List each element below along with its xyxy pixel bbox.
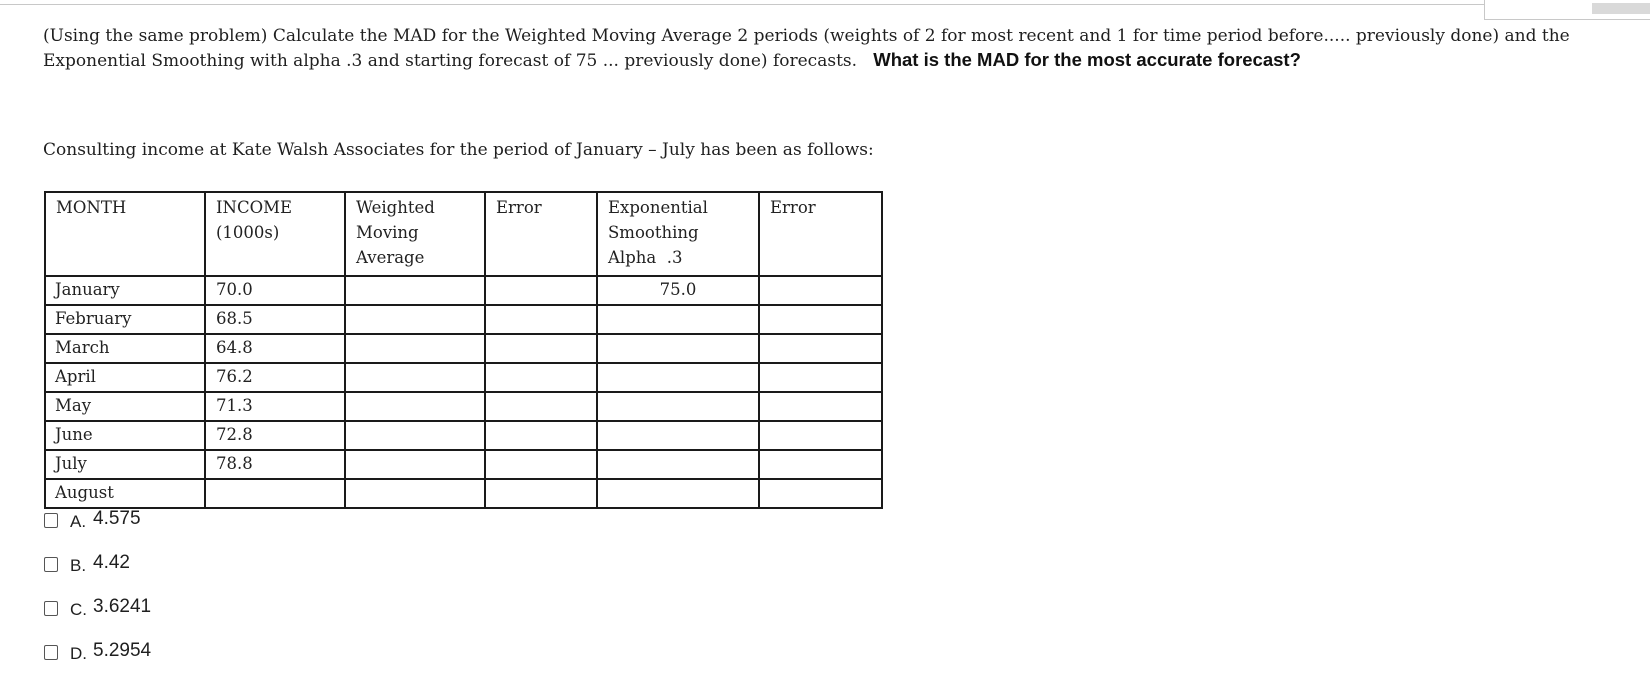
- option-a-checkbox[interactable]: [44, 513, 58, 528]
- cell-es: [597, 305, 759, 334]
- cell-month: May: [45, 392, 205, 421]
- cell-error-es: [759, 479, 882, 508]
- cell-error-es: [759, 305, 882, 334]
- cell-error-wma: [485, 334, 597, 363]
- cell-income: 72.8: [205, 421, 345, 450]
- header-exponential-smoothing: Exponential Smoothing Alpha .3: [597, 192, 759, 276]
- option-b-checkbox[interactable]: [44, 557, 58, 572]
- cell-es: [597, 392, 759, 421]
- cell-month: April: [45, 363, 205, 392]
- cell-error-wma: [485, 363, 597, 392]
- question-text: [43, 24, 1643, 73]
- cell-income: 76.2: [205, 363, 345, 392]
- option-d-value: 5.2954: [93, 640, 152, 661]
- table-row: [45, 479, 882, 508]
- cell-es: [597, 421, 759, 450]
- header-weighted-moving-average: Weighted Moving Average: [345, 192, 485, 276]
- cell-error-wma: [485, 276, 597, 305]
- cell-wma: [345, 334, 485, 363]
- cell-error-wma: [485, 305, 597, 334]
- table-row: [45, 305, 882, 334]
- cell-error-wma: [485, 479, 597, 508]
- cell-income: 70.0: [205, 276, 345, 305]
- cell-wma: [345, 450, 485, 479]
- cell-income: 64.8: [205, 334, 345, 363]
- income-table: [44, 191, 883, 509]
- cell-error-wma: [485, 450, 597, 479]
- question-line-2: Exponential Smoothing with alpha .3 and starting forecast of 75 ... previously done) forecasts.: [43, 51, 858, 71]
- cell-income: 71.3: [205, 392, 345, 421]
- option-d-letter: D.: [70, 644, 87, 663]
- cell-wma: [345, 392, 485, 421]
- cell-error-es: [759, 363, 882, 392]
- table-row: [45, 421, 882, 450]
- question-emphasis: What is the MAD for the most accurate forecast?: [873, 49, 1301, 70]
- cell-es: [597, 479, 759, 508]
- cell-error-es: [759, 450, 882, 479]
- top-divider: [0, 4, 1484, 5]
- cell-month: June: [45, 421, 205, 450]
- cell-error-es: [759, 392, 882, 421]
- cell-wma: [345, 421, 485, 450]
- cell-month: February: [45, 305, 205, 334]
- table-row: [45, 334, 882, 363]
- question-line-1: (Using the same problem) Calculate the MAD for the Weighted Moving Average 2 periods (weights of 2 for most recent and 1 for time period before..... previously done) and the: [43, 26, 1570, 46]
- cell-income: 68.5: [205, 305, 345, 334]
- header-month: MONTH: [45, 192, 205, 276]
- cell-error-es: [759, 334, 882, 363]
- option-d-checkbox[interactable]: [44, 645, 58, 660]
- table-row: [45, 450, 882, 479]
- option-c-letter: C.: [70, 600, 87, 619]
- cell-error-es: [759, 421, 882, 450]
- cell-month: March: [45, 334, 205, 363]
- cell-month: August: [45, 479, 205, 508]
- table-row: [45, 363, 882, 392]
- cell-month: January: [45, 276, 205, 305]
- header-error-wma: Error: [485, 192, 597, 276]
- intro-text: Consulting income at Kate Walsh Associates for the period of January – July has been as follows:: [43, 140, 874, 160]
- top-right-scroll-tab: [1592, 3, 1650, 14]
- cell-error-wma: [485, 421, 597, 450]
- option-b-value: 4.42: [93, 552, 130, 573]
- option-a-letter: A.: [70, 512, 87, 531]
- option-c-value: 3.6241: [93, 596, 152, 617]
- cell-es: [597, 363, 759, 392]
- cell-error-wma: [485, 392, 597, 421]
- cell-wma: [345, 305, 485, 334]
- option-c-checkbox[interactable]: [44, 601, 58, 616]
- cell-es: 75.0: [597, 276, 759, 305]
- cell-es: [597, 334, 759, 363]
- table-row: [45, 276, 882, 305]
- option-b-letter: B.: [70, 556, 87, 575]
- header-income: INCOME (1000s): [205, 192, 345, 276]
- cell-wma: [345, 479, 485, 508]
- table-header-row: [45, 192, 882, 276]
- cell-es: [597, 450, 759, 479]
- table-row: [45, 392, 882, 421]
- cell-wma: [345, 363, 485, 392]
- cell-income: 78.8: [205, 450, 345, 479]
- cell-month: July: [45, 450, 205, 479]
- option-a-value: 4.575: [93, 508, 141, 529]
- cell-income: [205, 479, 345, 508]
- cell-wma: [345, 276, 485, 305]
- header-error-es: Error: [759, 192, 882, 276]
- cell-error-es: [759, 276, 882, 305]
